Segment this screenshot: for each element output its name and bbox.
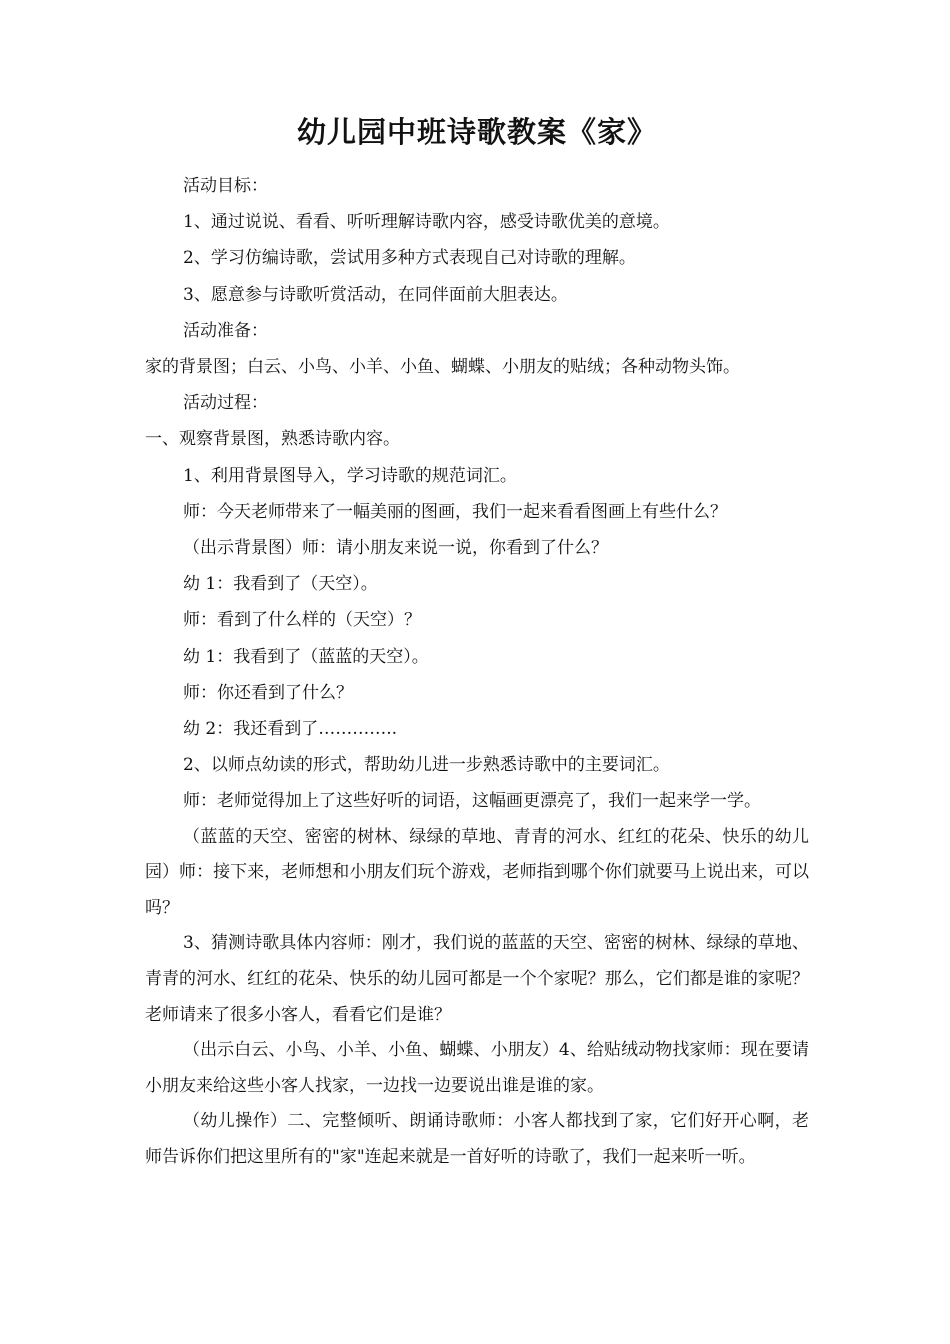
body-paragraph: 3、猜测诗歌具体内容师：刚才，我们说的蓝蓝的天空、密密的树林、绿绿的草地、青青的河水、红红的花朵、快乐的幼儿园可都是一个个家呢？那么，它们都是谁的家呢？老师请来了很多小客人，看看它们是谁？ <box>145 933 809 1025</box>
dialogue-line: 师：今天老师带来了一幅美丽的图画，我们一起来看看图画上有些什么？ <box>183 501 727 522</box>
preparation-text: 家的背景图；白云、小鸟、小羊、小鱼、蝴蝶、小朋友的贴绒；各种动物头饰。 <box>145 357 740 378</box>
goal-item-1: 1、通过说说、看看、听听理解诗歌内容，感受诗歌优美的意境。 <box>183 212 670 233</box>
dialogue-line: （出示背景图）师：请小朋友来说一说，你看到了什么？ <box>183 538 608 559</box>
heading-activity-preparation: 活动准备： <box>183 320 268 341</box>
dialogue-line: 幼 1：我看到了（蓝蓝的天空）。 <box>183 646 429 667</box>
goal-item-2: 2、学习仿编诗歌，尝试用多种方式表现自己对诗歌的理解。 <box>183 248 636 269</box>
heading-activity-process: 活动过程： <box>183 393 268 414</box>
dialogue-line: 幼 1：我看到了（天空）。 <box>183 574 378 595</box>
dialogue-line: 师：看到了什么样的（天空）？ <box>183 610 421 631</box>
dialogue-line: 师：你还看到了什么？ <box>183 682 353 703</box>
document-title: 幼儿园中班诗歌教案《家》 <box>296 115 657 149</box>
document-page <box>145 112 809 1176</box>
goal-item-3: 3、愿意参与诗歌听赏活动，在同伴面前大胆表达。 <box>183 284 568 305</box>
body-paragraph: （出示白云、小鸟、小羊、小鱼、蝴蝶、小朋友）4、给贴绒动物找家师：现在要请小朋友来给这些小客人找家，一边找一边要说出谁是谁的家。 <box>145 1040 809 1096</box>
process-step-2: 2、以师点幼读的形式，帮助幼儿进一步熟悉诗歌中的主要词汇。 <box>183 755 670 776</box>
body-paragraph: （幼儿操作）二、完整倾听、朗诵诗歌师：小客人都找到了家，它们好开心啊，老师告诉你们把这里所有的"家"连起来就是一首好听的诗歌了，我们一起来听一听。 <box>145 1111 809 1167</box>
heading-activity-goals: 活动目标： <box>183 176 268 196</box>
dialogue-line: 师：老师觉得加上了这些好听的词语，这幅画更漂亮了，我们一起来学一学。 <box>183 791 761 812</box>
body-paragraph: （蓝蓝的天空、密密的树林、绿绿的草地、青青的河水、红红的花朵、快乐的幼儿园）师：接下来，老师想和小朋友们玩个游戏，老师指到哪个你们就要马上说出来，可以吗？ <box>145 826 809 918</box>
dialogue-line: 幼 2：我还看到了………….. <box>183 719 398 740</box>
process-section-1: 一、观察背景图，熟悉诗歌内容。 <box>145 429 400 450</box>
process-step-1: 1、利用背景图导入，学习诗歌的规范词汇。 <box>183 465 517 486</box>
